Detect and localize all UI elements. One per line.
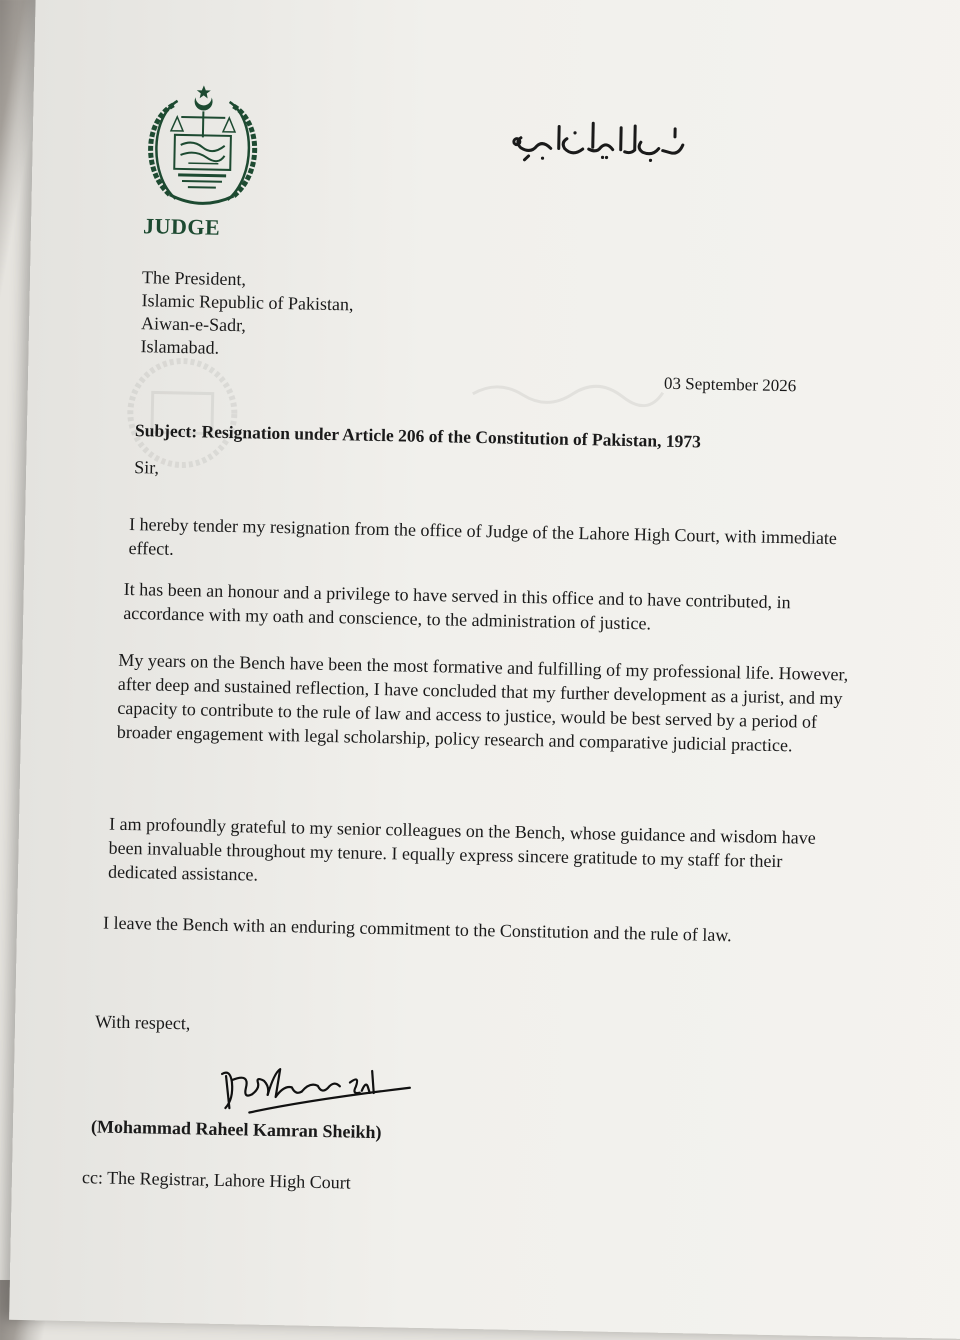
- body-paragraph: My years on the Bench have been the most formative and fulfilling of my professional life. However, after deep and sustained reflection, I have concluded that my further development as a jurist, and my capacity to contribute to the rule of law and access to justice, would be best served by a period of broader engagement with legal scholarship, policy research and comparative judicial practice.: [116, 649, 849, 756]
- ghost-emblem-icon: [121, 352, 243, 474]
- body-paragraph: I hereby tender my resignation from the office of Judge of the Lahore High Court, with immediate effect.: [128, 513, 838, 559]
- recipient-line-4: Islamabad.: [140, 336, 220, 358]
- bismillah-calligraphy-icon: [502, 111, 693, 169]
- cc-line: cc: The Registrar, Lahore High Court: [81, 1167, 352, 1193]
- recipient-line-2: Islamic Republic of Pakistan,: [141, 290, 354, 315]
- ghost-bismillah-icon: [468, 374, 669, 408]
- letter-sheet: [9, 0, 960, 1340]
- closing-phrase: With respect,: [94, 1011, 191, 1034]
- letter-date: 03 September 2026: [663, 373, 797, 396]
- recipient-line-3: Aiwan-e-Sadr,: [140, 313, 247, 336]
- letterhead-title: JUDGE: [142, 213, 221, 240]
- salutation: Sir,: [134, 457, 160, 478]
- body-paragraph: I am profoundly grateful to my senior colleagues on the Bench, whose guidance and wisdom have been invaluable throughout my tenure. I equally express sincere gratitude to my staff for their dedicated assistance.: [107, 813, 816, 885]
- body-paragraph: It has been an honour and a privilege to have served in this office and to have contributed, in accordance with my oath and conscience, to the administration of justice.: [123, 578, 791, 634]
- body-paragraph: I leave the Bench with an enduring commitment to the Constitution and the rule of law.: [102, 912, 732, 946]
- lahore-high-court-emblem-icon: [131, 82, 274, 215]
- handwritten-signature-icon: [209, 1054, 420, 1128]
- signatory-name: (Mohammad Raheel Kamran Sheikh): [90, 1116, 382, 1143]
- letter-subject: Subject: Resignation under Article 206 of the Constitution of Pakistan, 1973: [134, 420, 702, 452]
- recipient-line-1: The President,: [141, 267, 247, 290]
